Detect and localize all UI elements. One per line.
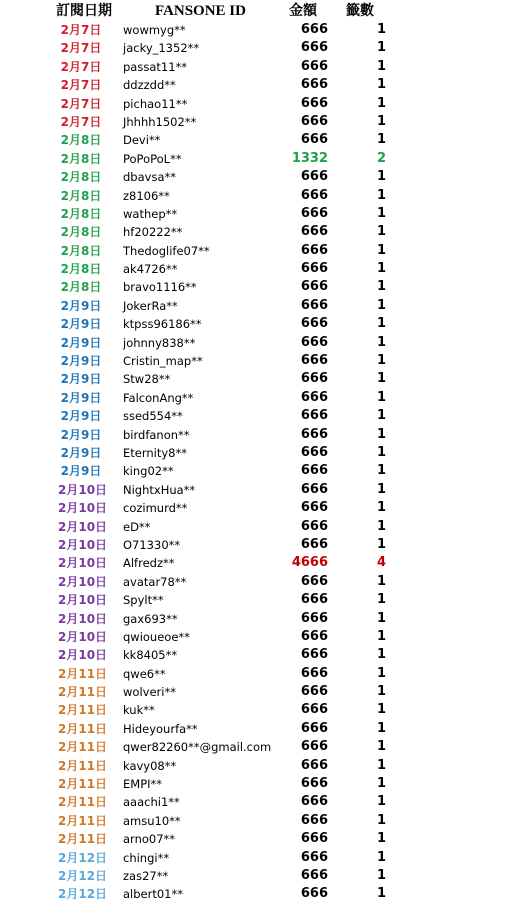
row-count: 1 [376, 205, 386, 221]
table-row [0, 39, 524, 57]
row-date: 2月8日 [60, 206, 102, 221]
row-date: 2月8日 [60, 151, 102, 166]
row-count: 1 [376, 113, 386, 129]
table-row [0, 481, 524, 499]
row-amount: 666 [300, 794, 328, 810]
table-row [0, 95, 524, 113]
row-amount: 666 [300, 776, 328, 792]
row-date: 2月9日 [60, 317, 102, 332]
row-count: 1 [376, 40, 386, 56]
row-fansone-id: hf20222** [123, 225, 183, 240]
row-date: 2月8日 [60, 188, 102, 203]
table-row [0, 223, 524, 241]
row-count: 1 [376, 665, 386, 681]
row-date: 2月12日 [58, 887, 108, 902]
row-fansone-id: Spylt** [123, 593, 164, 608]
row-amount: 666 [300, 132, 328, 148]
table-row [0, 610, 524, 628]
table-row [0, 665, 524, 683]
row-date: 2月11日 [58, 813, 108, 828]
header-date: 訂閱日期 [56, 3, 112, 19]
row-count: 1 [376, 242, 386, 258]
row-fansone-id: Jhhhh1502** [123, 114, 197, 129]
row-count: 1 [376, 132, 386, 148]
row-count: 2 [376, 150, 386, 166]
table-row [0, 462, 524, 480]
table-row [0, 885, 524, 903]
row-count: 1 [376, 592, 386, 608]
row-date: 2月10日 [58, 593, 108, 608]
table-row [0, 352, 524, 370]
row-count: 1 [376, 647, 386, 663]
row-date: 2月10日 [58, 519, 108, 534]
row-amount: 666 [300, 426, 328, 442]
row-fansone-id: amsu10** [123, 813, 181, 828]
table-row [0, 260, 524, 278]
row-amount: 666 [300, 444, 328, 460]
row-amount: 4666 [291, 555, 328, 571]
row-amount: 666 [300, 610, 328, 626]
row-date: 2月8日 [60, 262, 102, 277]
row-fansone-id: birdfanon** [123, 427, 190, 442]
row-count: 1 [376, 776, 386, 792]
table-row [0, 573, 524, 591]
row-date: 2月11日 [58, 777, 108, 792]
row-fansone-id: NightxHua** [123, 482, 196, 497]
table-row [0, 554, 524, 572]
row-count: 1 [376, 757, 386, 773]
row-date: 2月9日 [60, 390, 102, 405]
row-date: 2月8日 [60, 243, 102, 258]
row-amount: 666 [300, 58, 328, 74]
row-count: 1 [376, 22, 386, 37]
table-row [0, 334, 524, 352]
table-row [0, 58, 524, 76]
table-row [0, 646, 524, 664]
row-count: 1 [376, 261, 386, 277]
table-body [0, 21, 524, 904]
row-fansone-id: Devi** [123, 133, 161, 148]
row-fansone-id: gax693** [123, 611, 178, 626]
row-date: 2月9日 [60, 427, 102, 442]
row-date: 2月11日 [58, 758, 108, 773]
row-date: 2月7日 [60, 41, 102, 56]
row-date: 2月7日 [60, 78, 102, 93]
row-count: 1 [376, 316, 386, 332]
row-fansone-id: avatar78** [123, 574, 187, 589]
row-fansone-id: jacky_1352** [123, 41, 200, 56]
table-row [0, 444, 524, 462]
row-date: 2月11日 [58, 832, 108, 847]
row-fansone-id: wathep** [123, 206, 178, 221]
row-count: 1 [376, 169, 386, 185]
row-amount: 666 [300, 757, 328, 773]
row-date: 2月11日 [58, 795, 108, 810]
row-fansone-id: qwioueoe** [123, 629, 190, 644]
table-row [0, 131, 524, 149]
row-fansone-id: Stw28** [123, 372, 171, 387]
table-row [0, 76, 524, 94]
row-fansone-id: Thedoglife07** [123, 243, 210, 258]
row-count: 1 [376, 463, 386, 479]
table-row [0, 370, 524, 388]
row-amount: 666 [300, 242, 328, 258]
row-amount: 666 [300, 205, 328, 221]
row-count: 1 [376, 628, 386, 644]
row-count: 1 [376, 702, 386, 718]
row-fansone-id: qwer82260**@gmail.com [123, 740, 272, 755]
table-row [0, 830, 524, 848]
row-amount: 666 [300, 297, 328, 313]
row-amount: 666 [300, 389, 328, 405]
row-amount: 1332 [291, 150, 328, 166]
row-count: 1 [376, 187, 386, 203]
table-row [0, 591, 524, 609]
row-amount: 666 [300, 113, 328, 129]
row-date: 2月8日 [60, 225, 102, 240]
row-fansone-id: ddzzdd** [123, 78, 176, 93]
row-amount: 666 [300, 720, 328, 736]
row-fansone-id: cozimurd** [123, 501, 188, 516]
row-amount: 666 [300, 279, 328, 295]
table-row [0, 278, 524, 296]
table-row [0, 21, 524, 39]
row-count: 1 [376, 812, 386, 828]
row-date: 2月9日 [60, 464, 102, 479]
row-count: 1 [376, 518, 386, 534]
row-count: 1 [376, 389, 386, 405]
row-fansone-id: albert01** [123, 887, 183, 902]
row-amount: 666 [300, 40, 328, 56]
row-date: 2月9日 [60, 354, 102, 369]
row-count: 1 [376, 353, 386, 369]
row-date: 2月10日 [58, 537, 108, 552]
row-fansone-id: zas27** [123, 868, 169, 883]
row-date: 2月10日 [58, 501, 108, 516]
row-fansone-id: Alfredz** [123, 556, 175, 571]
table-row [0, 407, 524, 425]
row-date: 2月12日 [58, 868, 108, 883]
row-count: 1 [376, 720, 386, 736]
row-date: 2月11日 [58, 685, 108, 700]
row-count: 1 [376, 371, 386, 387]
row-date: 2月7日 [60, 96, 102, 111]
header-fansone-id: FANSONE ID [155, 3, 246, 19]
row-count: 1 [376, 610, 386, 626]
row-amount: 666 [300, 316, 328, 332]
row-date: 2月9日 [60, 372, 102, 387]
row-count: 1 [376, 408, 386, 424]
row-count: 1 [376, 831, 386, 847]
row-fansone-id: king02** [123, 464, 174, 479]
row-count: 1 [376, 279, 386, 295]
row-fansone-id: pichao11** [123, 96, 188, 111]
row-amount: 666 [300, 463, 328, 479]
row-count: 1 [376, 794, 386, 810]
row-fansone-id: arno07** [123, 832, 176, 847]
row-fansone-id: O71330** [123, 537, 181, 552]
table-row [0, 499, 524, 517]
row-fansone-id: PoPoPoL** [123, 151, 182, 166]
table-row [0, 867, 524, 885]
row-date: 2月8日 [60, 133, 102, 148]
row-amount: 666 [300, 481, 328, 497]
row-count: 1 [376, 500, 386, 516]
row-amount: 666 [300, 647, 328, 663]
table-header [0, 0, 524, 22]
row-amount: 666 [300, 408, 328, 424]
row-amount: 666 [300, 187, 328, 203]
row-date: 2月9日 [60, 298, 102, 313]
row-count: 1 [376, 444, 386, 460]
row-date: 2月10日 [58, 574, 108, 589]
row-count: 4 [376, 555, 386, 571]
row-fansone-id: qwe6** [123, 666, 166, 681]
row-count: 1 [376, 886, 386, 902]
row-amount: 666 [300, 169, 328, 185]
row-fansone-id: wowmyg** [123, 23, 186, 37]
row-date: 2月10日 [58, 611, 108, 626]
row-amount: 666 [300, 665, 328, 681]
row-fansone-id: FalconAng** [123, 390, 194, 405]
row-amount: 666 [300, 628, 328, 644]
row-date: 2月10日 [58, 556, 108, 571]
row-amount: 666 [300, 353, 328, 369]
table-row [0, 536, 524, 554]
row-amount: 666 [300, 261, 328, 277]
row-date: 2月10日 [58, 482, 108, 497]
row-amount: 666 [300, 77, 328, 93]
row-date: 2月7日 [60, 59, 102, 74]
row-amount: 666 [300, 739, 328, 755]
row-count: 1 [376, 77, 386, 93]
table-row [0, 297, 524, 315]
row-count: 1 [376, 867, 386, 883]
table-row [0, 738, 524, 756]
table-row [0, 518, 524, 536]
row-date: 2月7日 [60, 23, 102, 37]
table-row [0, 426, 524, 444]
row-date: 2月8日 [60, 280, 102, 295]
row-count: 1 [376, 573, 386, 589]
row-fansone-id: bravo1116** [123, 280, 197, 295]
row-date: 2月11日 [58, 740, 108, 755]
table-row [0, 113, 524, 131]
row-amount: 666 [300, 536, 328, 552]
row-amount: 666 [300, 371, 328, 387]
row-fansone-id: Eternity8** [123, 445, 187, 460]
row-count: 1 [376, 95, 386, 111]
row-amount: 666 [300, 886, 328, 902]
row-date: 2月8日 [60, 170, 102, 185]
row-amount: 666 [300, 867, 328, 883]
row-date: 2月11日 [58, 703, 108, 718]
row-fansone-id: ktpss96186** [123, 317, 202, 332]
row-amount: 666 [300, 95, 328, 111]
row-fansone-id: wolveri** [123, 685, 176, 700]
row-count: 1 [376, 334, 386, 350]
row-amount: 666 [300, 573, 328, 589]
row-fansone-id: Hideyourfa** [123, 721, 198, 736]
table-row [0, 793, 524, 811]
row-fansone-id: passat11** [123, 59, 188, 74]
row-count: 1 [376, 739, 386, 755]
header-amount: 金額 [289, 3, 317, 19]
row-date: 2月12日 [58, 850, 108, 865]
row-fansone-id: johnny838** [123, 335, 196, 350]
row-count: 1 [376, 481, 386, 497]
table-row [0, 849, 524, 867]
row-fansone-id: Cristin_map** [123, 354, 203, 369]
table-row [0, 205, 524, 223]
row-fansone-id: EMPI** [123, 777, 163, 792]
row-fansone-id: ak4726** [123, 262, 178, 277]
row-date: 2月11日 [58, 721, 108, 736]
row-count: 1 [376, 58, 386, 74]
row-fansone-id: kuk** [123, 703, 155, 718]
row-count: 1 [376, 684, 386, 700]
row-amount: 666 [300, 518, 328, 534]
table-row [0, 168, 524, 186]
row-fansone-id: ssed554** [123, 409, 183, 424]
row-amount: 666 [300, 334, 328, 350]
row-date: 2月9日 [60, 335, 102, 350]
row-date: 2月10日 [58, 629, 108, 644]
row-fansone-id: kavy08** [123, 758, 177, 773]
row-fansone-id: aaachi1** [123, 795, 180, 810]
row-fansone-id: JokerRa** [123, 298, 178, 313]
row-amount: 666 [300, 831, 328, 847]
header-count: 籤數 [346, 3, 374, 19]
table-row [0, 757, 524, 775]
row-amount: 666 [300, 22, 328, 37]
row-amount: 666 [300, 702, 328, 718]
table-row [0, 683, 524, 701]
row-date: 2月11日 [58, 666, 108, 681]
row-fansone-id: kk8405** [123, 648, 178, 663]
table-row [0, 628, 524, 646]
table-row [0, 389, 524, 407]
table-row [0, 187, 524, 205]
row-fansone-id: chingi** [123, 850, 170, 865]
row-amount: 666 [300, 812, 328, 828]
row-amount: 666 [300, 500, 328, 516]
row-amount: 666 [300, 224, 328, 240]
row-amount: 666 [300, 684, 328, 700]
row-date: 2月9日 [60, 445, 102, 460]
table-row [0, 242, 524, 260]
row-count: 1 [376, 426, 386, 442]
table-row [0, 150, 524, 168]
row-count: 1 [376, 849, 386, 865]
table-row [0, 775, 524, 793]
row-fansone-id: eD** [123, 519, 151, 534]
row-fansone-id: z8106** [123, 188, 170, 203]
row-count: 1 [376, 536, 386, 552]
row-amount: 666 [300, 592, 328, 608]
table-row [0, 701, 524, 719]
table-row [0, 315, 524, 333]
row-date: 2月7日 [60, 114, 102, 129]
row-count: 1 [376, 297, 386, 313]
row-date: 2月9日 [60, 409, 102, 424]
row-amount: 666 [300, 849, 328, 865]
row-count: 1 [376, 224, 386, 240]
row-date: 2月10日 [58, 648, 108, 663]
table-row [0, 812, 524, 830]
table-row [0, 720, 524, 738]
row-fansone-id: dbavsa** [123, 170, 176, 185]
